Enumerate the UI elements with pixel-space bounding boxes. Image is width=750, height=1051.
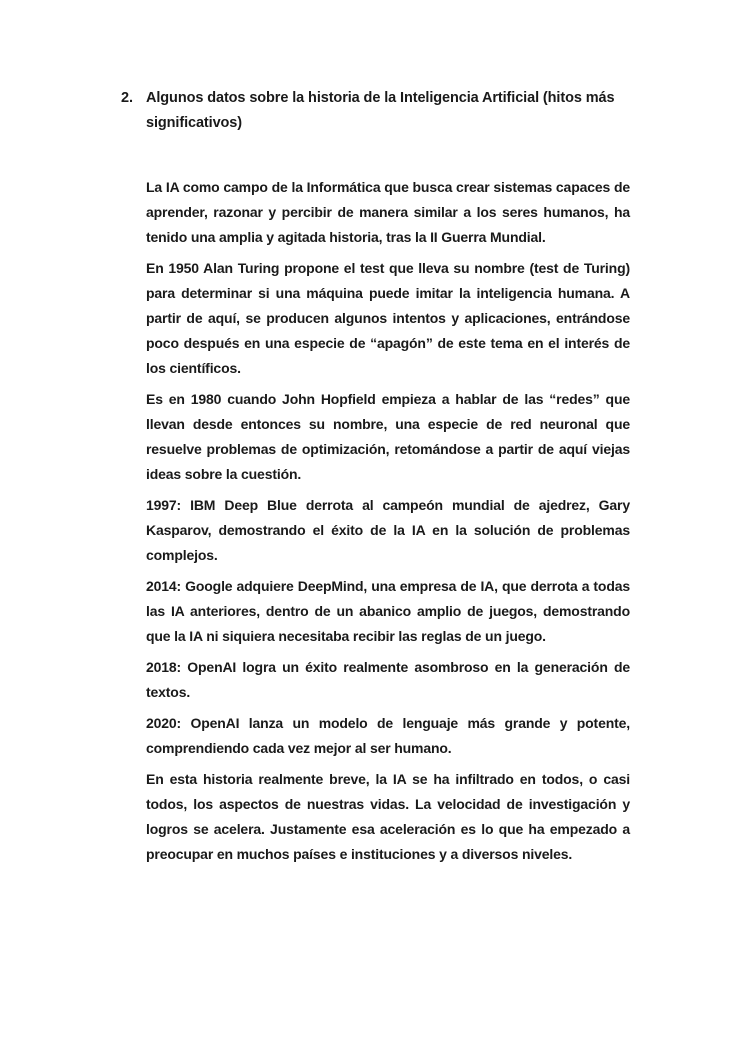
paragraph-intro: La IA como campo de la Informática que busca crear sistemas capaces de aprender, razonar y percibir de manera similar a los seres humanos, ha tenido una amplia y agitada historia, tras la II Guerra Mundial. xyxy=(146,179,630,245)
paragraph-2018-openai: 2018: OpenAI logra un éxito realmente asombroso en la generación de textos. xyxy=(146,659,630,700)
paragraph-2014-deepmind: 2014: Google adquiere DeepMind, una empresa de IA, que derrota a todas las IA anteriores, dentro de un abanico amplio de juegos, demostrando que la IA ni siquiera necesitaba recibir las reglas de un juego. xyxy=(146,578,630,644)
paragraph-1980-hopfield: Es en 1980 cuando John Hopfield empieza a hablar de las “redes” que llevan desde entonces su nombre, una especie de red neuronal que resuelve problemas de optimización, retomándose a partir de aquí viejas ideas sobre la cuestión. xyxy=(146,391,630,482)
section-heading xyxy=(121,86,630,136)
paragraph-1950-turing: En 1950 Alan Turing propone el test que lleva su nombre (test de Turing) para determinar si una máquina puede imitar la inteligencia humana. A partir de aquí, se producen algunos intentos y aplicaciones, entrándose poco después en una especie de “apagón” de este tema en el interés de los científicos. xyxy=(146,260,630,376)
paragraph-1997-deep-blue: 1997: IBM Deep Blue derrota al campeón mundial de ajedrez, Gary Kasparov, demostrando el éxito de la IA en la solución de problemas complejos. xyxy=(146,497,630,563)
document-content xyxy=(121,86,630,867)
section-number: 2. xyxy=(121,90,133,106)
body-text xyxy=(146,175,630,867)
section-title: Algunos datos sobre la historia de la Inteligencia Artificial (hitos más significativos) xyxy=(146,90,615,131)
paragraph-2020-openai: 2020: OpenAI lanza un modelo de lenguaje más grande y potente, comprendiendo cada vez mejor al ser humano. xyxy=(146,715,630,756)
paragraph-conclusion: En esta historia realmente breve, la IA se ha infiltrado en todos, o casi todos, los aspectos de nuestras vidas. La velocidad de investigación y logros se acelera. Justamente esa aceleración es lo que ha empezado a preocupar en muchos países e instituciones y a diversos niveles. xyxy=(146,771,630,862)
